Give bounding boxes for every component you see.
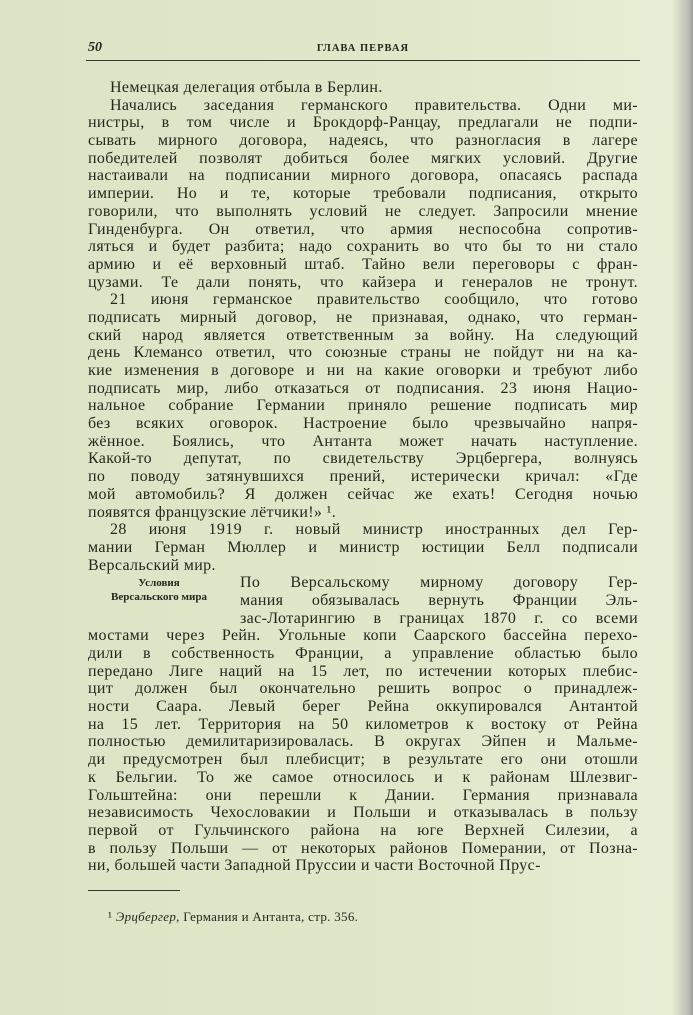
text-line: империи. Но и те, которые требовали подписания, открыто <box>88 185 638 203</box>
text-line: настаивали на подписании мирного договора, опасаясь распада <box>88 167 638 185</box>
text-line: первой от Гульчинского района на юге Верхней Силезии, а <box>88 821 638 839</box>
text-line: Гинденбурга. Он ответил, что армия неспособна сопротив- <box>88 220 638 238</box>
text-line: день Клемансо ответил, что союзные страны не пойдут ни на ка- <box>88 344 638 362</box>
text-line: Гольштейна: они перешли к Дании. Германия признавала <box>88 786 638 804</box>
text-line: По Версальскому мирному договору Гер- <box>240 574 638 592</box>
text-line: ский народ является ответственным за войну. На следующий <box>88 326 638 344</box>
running-header: ГЛАВА ПЕРВАЯ <box>316 43 410 54</box>
text-line: передано Лиге наций на 15 лет, по истечении которых плебис- <box>88 662 638 680</box>
text-line: ности Саара. Левый берег Рейна оккупировался Антантой <box>88 698 638 716</box>
text-line: зас-Лотарингию в границах 1870 г. со всеми <box>240 609 638 627</box>
text-line: Начались заседания германского правительства. Одни ми- <box>110 96 638 114</box>
footnote-author: Эрцбергер, <box>115 909 180 924</box>
text-line: мостами через Рейн. Угольные копи Саарского бассейна перехо- <box>88 627 638 645</box>
text-line: нистры, в том числе и Брокдорф-Ранцау, предлагали не подпи- <box>88 114 638 132</box>
text-line: дили в собственность Франции, а управление областью было <box>88 645 638 662</box>
text-line: по поводу затянувшихся прений, истерически кричал: «Где <box>88 468 638 486</box>
text-line: Немецкая делегация отбыла в Берлин. <box>110 79 383 96</box>
text-line: полностью демилитаризировалась. В округах Эйпен и Мальме- <box>88 733 638 751</box>
text-line: независимость Чехословакии и Польши и отказывалась в пользу <box>88 804 638 822</box>
footnote-rule <box>88 890 180 891</box>
text-line: 28 июня 1919 г. новый министр иностранных дел Гер- <box>110 521 638 539</box>
text-line: победителей позволят добиться более мягких условий. Другие <box>88 149 638 167</box>
page-number: 50 <box>88 40 102 55</box>
text-line: подписать мирный договор, не признавая, однако, что герман- <box>88 308 638 326</box>
text-line: ляться и будет разбита; надо сохранить во что бы то ни стало <box>88 238 638 256</box>
text-line: ди предусмотрен был плебисцит; в результате его они отошли <box>88 751 638 769</box>
text-line: на 15 лет. Территория на 50 километров к востоку от Рейна <box>88 715 638 733</box>
text-line: говорили, что выполнять условий не следует. Запросили мнение <box>88 202 638 220</box>
text-line: Какой-то депутат, по свидетельству Эрцбергера, волнуясь <box>88 450 638 468</box>
margin-note-line: Условия <box>138 577 180 589</box>
text-line: жённое. Боялись, что Антанта может начать наступление. <box>88 432 638 450</box>
text-line: появятся французские лётчики!» ¹. <box>88 503 337 521</box>
footnote-marker: ¹ <box>108 909 113 924</box>
text-line: мании Герман Мюллер и министр юстиции Белл подписали <box>88 538 638 556</box>
text-line: мой автомобиль? Я должен сейчас же ехать! Сегодня ночью <box>88 485 638 503</box>
text-line: без всяких оговорок. Настроение было чрезвычайно напря- <box>88 415 638 433</box>
text-line: нальное собрание Германии приняло решение подписать мир <box>88 397 638 415</box>
text-line: ни, большей части Западной Пруссии и части Восточной Прус- <box>88 857 541 875</box>
footnote-text: Германия и Антанта, стр. 356. <box>183 909 359 924</box>
margin-note-line: Версальского мира <box>111 591 207 603</box>
text-line: цит должен был окончательно решить вопрос о принадлеж- <box>88 680 638 698</box>
text-line: мания обязывалась вернуть Франции Эль- <box>240 591 638 609</box>
text-line: в пользу Польши — от некоторых районов Померании, от Позна- <box>88 839 638 857</box>
text-line: цузами. Те дали понять, что кайзера и генералов не тронут. <box>88 273 638 291</box>
text-line: кие изменения в договоре и ни на какие оговорки и требуют либо <box>88 362 638 379</box>
text-line: Версальский мир. <box>88 556 216 574</box>
header-rule <box>86 60 640 61</box>
text-line: армию и её верховный штаб. Тайно вели переговоры с фран- <box>88 255 638 273</box>
text-line: 21 июня германское правительство сообщило, что готово <box>110 291 638 309</box>
footnote <box>108 909 358 925</box>
text-line: подписать мир, либо отказаться от подписания. 23 июня Нацио- <box>88 379 638 397</box>
text-line: сывать мирного договора, надеясь, что разногласия в лагере <box>88 132 638 150</box>
text-line: к Бельгии. То же самое относилось и к районам Шлезвиг- <box>88 768 638 786</box>
body-text <box>88 79 638 875</box>
